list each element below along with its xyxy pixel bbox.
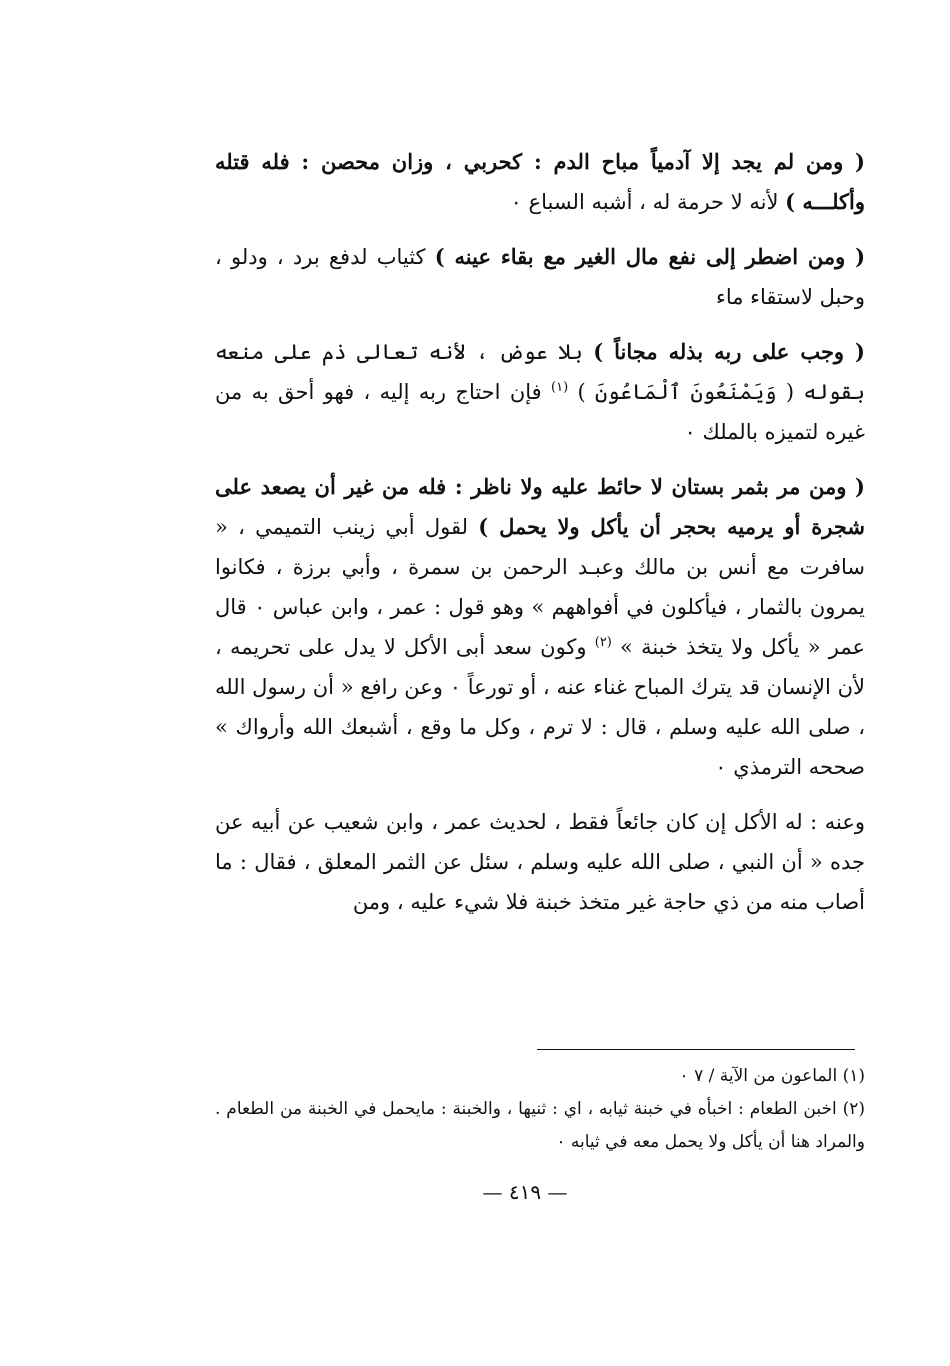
paragraph-4 bbox=[215, 467, 865, 787]
footnote-1: (١) الماعون من الآية / ٧ ٠ bbox=[679, 1066, 865, 1086]
paragraph-3 bbox=[215, 332, 865, 452]
footnote-ref-1: (١) bbox=[551, 380, 569, 395]
main-text bbox=[215, 142, 865, 937]
sharh-text: وكون سعد أبى الأكل لا يدل على تحريمه ، لأن الإنسان قد يترك المباح غناء عنه ، أو تورعاً ٠ وعن رافع « أن رسول الله ، صلى الله عليه وسلم ، قال : لا ترم ، وكل ما وقع ، أشبعك الله وأرواك » صححه الترمذي ٠ bbox=[215, 635, 866, 779]
sharh-text: لأنه لا حرمة له ، أشبه السباع ٠ bbox=[510, 190, 786, 214]
footnote-ref-2: (٢) bbox=[594, 635, 612, 650]
matn-text: ( ومن لم يجد إلا آدمياً مباح الدم : كحربي ، وزان محصن : فله قتله وأكلـــه ) bbox=[215, 149, 865, 214]
matn-text: ( ومن اضطر إلى نفع مال الغير مع بقاء عينه ) bbox=[434, 244, 866, 269]
paragraph-5 bbox=[215, 802, 865, 922]
paragraph-1 bbox=[215, 142, 865, 222]
footnotes bbox=[215, 1060, 865, 1159]
footnote-2: (٢) اخبن الطعام : اخبأه في خبنة ثيابه ، اي : ثنيها ، والخبنة : مايحمل في الخبنة من الطعام . والمراد هنا أن يأكل ولا يحمل معه في ثيابه ٠ bbox=[215, 1099, 865, 1152]
matn-text: ( ومن مر بثمر بستان لا حائط عليه ولا ناظر : فله من غير أن يصعد على شجرة أو يرميه بحجر أن يأكل ولا يحمل ) bbox=[215, 474, 865, 539]
sharh-text: وعنه : له الأكل إن كان جائعاً فقط ، لحديث عمر ، وابن شعيب عن أبيه عن جده « أن النبي ، صلى الله عليه وسلم ، سئل عن الثمر المعلق ، فقال : ما أصاب منه من ذي حاجة غير متخذ خبنة فلا شيء عليه ، ومن bbox=[215, 810, 865, 914]
paragraph-2 bbox=[215, 237, 865, 317]
sharh-text: بلا عوض ، لأنه تعالى ذم على منعه بقوله ( وَيَمْنَعُونَ ٱلْمَاعُونَ ) bbox=[215, 340, 865, 404]
footnote-separator bbox=[537, 1049, 855, 1050]
matn-text: ( وجب على ربه بذله مجاناً ) bbox=[593, 339, 865, 364]
page-number: — ٤١٩ — bbox=[482, 1180, 568, 1204]
sharh-text: لقول أبي زينب التميمي ، « سافرت مع أنس بن مالك وعبـد الرحمن بن سمرة ، وأبي برزة ، فكانوا يمرون بالثمار ، فيأكلون في أفواههم » وهو قول : عمر ، وابن عباس ٠ قال عمر « يأكل ولا يتخذ خبنة » bbox=[215, 515, 865, 659]
sharh-text: فإن احتاج ربه إليه ، فهو أحق به من غيره لتميزه بالملك ٠ bbox=[215, 380, 865, 444]
sharh-text: كثياب لدفع برد ، ودلو ، وحبل لاستقاء ماء bbox=[215, 245, 865, 309]
